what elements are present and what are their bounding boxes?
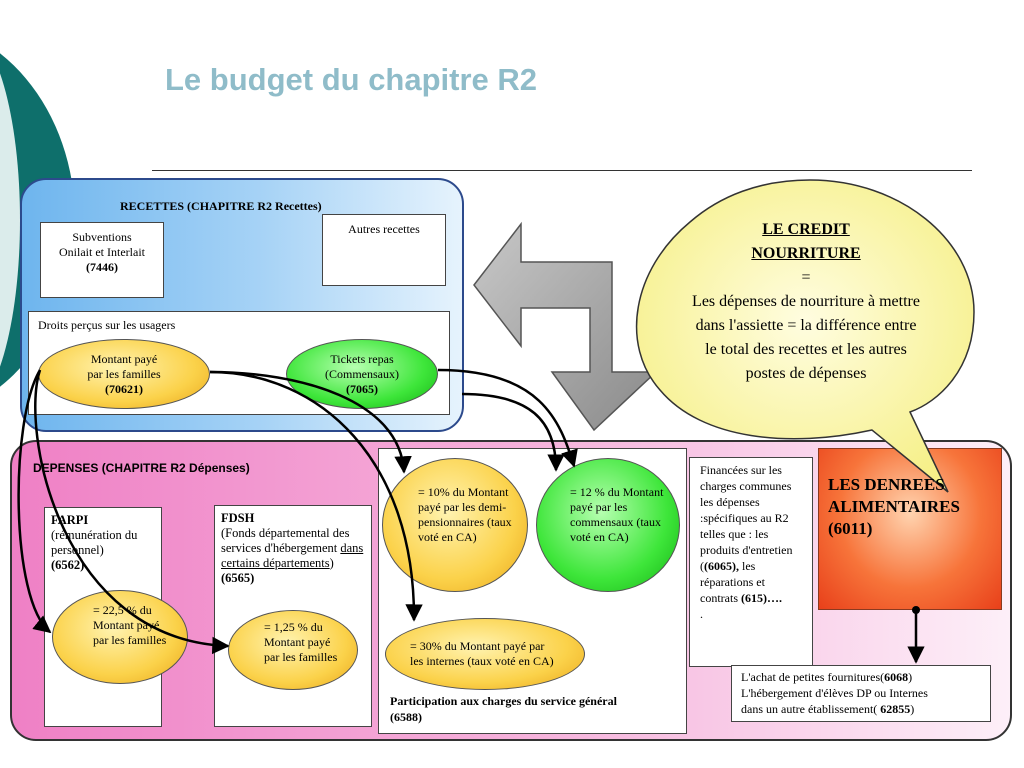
- connector-familles-to-fdsh: [35, 370, 228, 646]
- tickets-line2: (Commensaux): [325, 366, 399, 381]
- tickets-code: (7065): [346, 381, 378, 396]
- autres-recettes-label: Autres recettes: [348, 222, 420, 236]
- depenses-title: DEPENSES (CHAPITRE R2 Dépenses): [33, 461, 250, 475]
- connector-tickets-to-commensaux-2: [462, 394, 556, 470]
- financees-code1: (6065),: [704, 559, 739, 573]
- montant-familles-line2: par les familles: [87, 366, 161, 381]
- recettes-title: RECETTES (CHAPITRE R2 Recettes): [120, 199, 322, 213]
- financees-text-before: Financées sur les charges communes les dépenses :spécifiques au R2 telles que : les produits d'entretien (: [700, 463, 793, 573]
- denrees-line2: ALIMENTAIRES: [828, 497, 960, 516]
- subventions-line1: Subventions: [72, 230, 132, 244]
- denrees-text: [828, 474, 998, 540]
- connector-dot: [912, 606, 920, 614]
- farpi-name: FARPI: [51, 513, 89, 527]
- participation-title: Participation aux charges du service général: [390, 694, 617, 708]
- internes-rate: = 30% du Montant payé par les internes (taux voté en CA): [410, 639, 554, 668]
- financees-text-end: .: [700, 607, 703, 621]
- demi-rate: = 10% du Montant payé par les demi-pensionnaires (taux voté en CA): [418, 485, 512, 544]
- montant-familles-code: (70621): [105, 381, 143, 396]
- fdsh-name: FDSH: [221, 511, 255, 525]
- achat-line3-prefix: dans un autre établissement(: [741, 702, 881, 716]
- achat-line2: L'hébergement d'élèves DP ou Internes: [741, 686, 928, 700]
- achat-code1: 6068: [884, 670, 909, 684]
- tickets-line1: Tickets repas: [330, 351, 394, 366]
- fdsh-code: (6565): [221, 571, 255, 585]
- financees-code2: (615)….: [741, 591, 782, 605]
- credit-title-line2: NOURRITURE: [751, 245, 861, 262]
- subventions-line2: Onilait et Interlait: [59, 245, 145, 259]
- connector-familles-to-internes: [210, 372, 414, 620]
- fdsh-desc-underlined: dans certains départements: [221, 541, 364, 570]
- credit-title-line1: LE CREDIT: [762, 221, 850, 238]
- farpi-desc: (rémunération du personnel): [51, 528, 138, 557]
- droits-usagers-label: Droits perçus sur les usagers: [38, 318, 176, 332]
- credit-equals: =: [801, 269, 811, 286]
- credit-description: Les dépenses de nourriture à mettre dans l'assiette = la différence entre le total des recettes et les autres postes de dépenses: [692, 293, 920, 382]
- achat-line3-suffix: ): [910, 702, 915, 716]
- connector-familles-to-demi: [210, 372, 404, 472]
- fdsh-desc-prefix: (Fonds départemental des services d'hébergement: [221, 526, 350, 555]
- credit-text: [690, 218, 922, 386]
- farpi-rate: = 22,5 % du Montant payé par les familles: [93, 603, 167, 647]
- fdsh-desc-suffix: ): [329, 556, 334, 570]
- denrees-code: (6011): [828, 519, 873, 538]
- farpi-code: (6562): [51, 558, 85, 572]
- participation-code: (6588): [390, 710, 422, 724]
- achat-code2: 62855: [880, 702, 911, 716]
- financees-text-mid: les réparations et contrats: [700, 559, 765, 605]
- achat-line1-suffix: ): [908, 670, 913, 684]
- achat-line1-prefix: L'achat de petites fournitures(: [741, 670, 885, 684]
- denrees-line1: LES DENREES: [828, 475, 945, 494]
- fdsh-rate: = 1,25 % du Montant payé par les familles: [264, 620, 338, 664]
- commensaux-rate: = 12 % du Montant payé par les commensaux (taux voté en CA): [570, 485, 664, 544]
- subventions-code: (7446): [86, 260, 118, 274]
- page-title: Le budget du chapitre R2: [165, 62, 538, 97]
- montant-familles-line1: Montant payé: [90, 351, 158, 366]
